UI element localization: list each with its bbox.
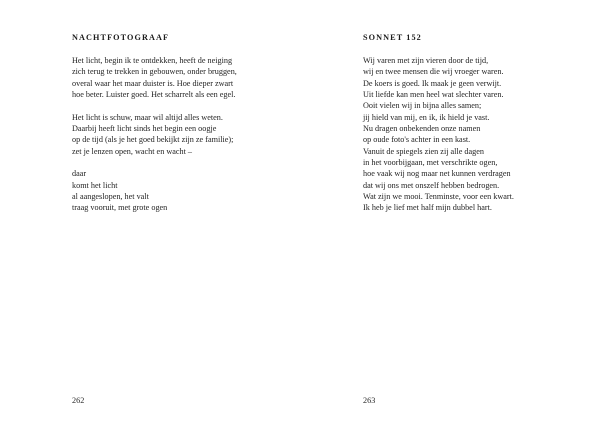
stanza-break xyxy=(72,100,272,111)
poem-line: hoe vaak wij nog maar net kunnen verdragen xyxy=(363,169,511,179)
right-page xyxy=(300,0,600,432)
poem-line: Het licht, begin ik te ontdekken, heeft de neiging xyxy=(72,56,233,65)
poem-line: daar xyxy=(72,169,87,179)
poem-line: zet je lenzen open, wacht en wacht – xyxy=(72,146,193,156)
stanza-break xyxy=(72,157,272,168)
poem-title: SONNET 152 xyxy=(363,33,422,42)
poem-title: NACHTFOTOGRAAF xyxy=(72,33,170,42)
page-number: 262 xyxy=(72,396,85,405)
poem-line: jij hield van mij, en ik, ik hield je vast. xyxy=(363,112,490,122)
poem-line: op oude foto's achter in een kast. xyxy=(363,135,471,145)
poem-line: Het licht is schuw, maar wil altijd alles weten. xyxy=(72,112,223,122)
poem-line: Wat zijn we mooi. Tenminste, voor een kwart. xyxy=(363,192,514,202)
page-number: 263 xyxy=(363,396,376,405)
poem-line: traag vooruit, met grote ogen xyxy=(72,203,168,213)
poem-body xyxy=(72,55,272,214)
poem-line: komt het licht xyxy=(72,180,118,190)
poem-line: Uit liefde kan men heel wat slechter varen. xyxy=(363,90,504,100)
poem-line: Nu dragen onbekenden onze namen xyxy=(363,124,481,134)
poem-line: wij en twee mensen die wij vroeger waren. xyxy=(363,67,504,77)
poem-line: hoe beter. Luister goed. Het scharrelt als een egel. xyxy=(72,90,236,100)
poem-line: dat wij ons met onszelf hebben bedrogen. xyxy=(363,180,500,190)
poem-line: Wij varen met zijn vieren door de tijd, xyxy=(363,56,489,65)
poem-body xyxy=(363,55,573,214)
poem-line: Daarbij heeft licht sinds het begin een oogje xyxy=(72,124,217,134)
poem-line: De koers is goed. Ik maak je geen verwijt. xyxy=(363,78,502,88)
poem-line: Vanuit de spiegels zien zij alle dagen xyxy=(363,146,484,156)
poem-line: overal waar het maar duister is. Hoe dieper zwart xyxy=(72,78,234,88)
poem-line: in het voorbijgaan, met verschrikte ogen, xyxy=(363,158,498,168)
poem-line: zich terug te trekken in gebouwen, onder bruggen, xyxy=(72,67,237,77)
poem-line: al aangeslopen, het valt xyxy=(72,192,149,202)
poem-line: op de tijd (als je het goed bekijkt zijn ze familie); xyxy=(72,135,234,145)
poem-line: Ooit vielen wij in bijna alles samen; xyxy=(363,101,482,111)
poem-line: Ik heb je lief met half mijn dubbel hart. xyxy=(363,203,492,213)
